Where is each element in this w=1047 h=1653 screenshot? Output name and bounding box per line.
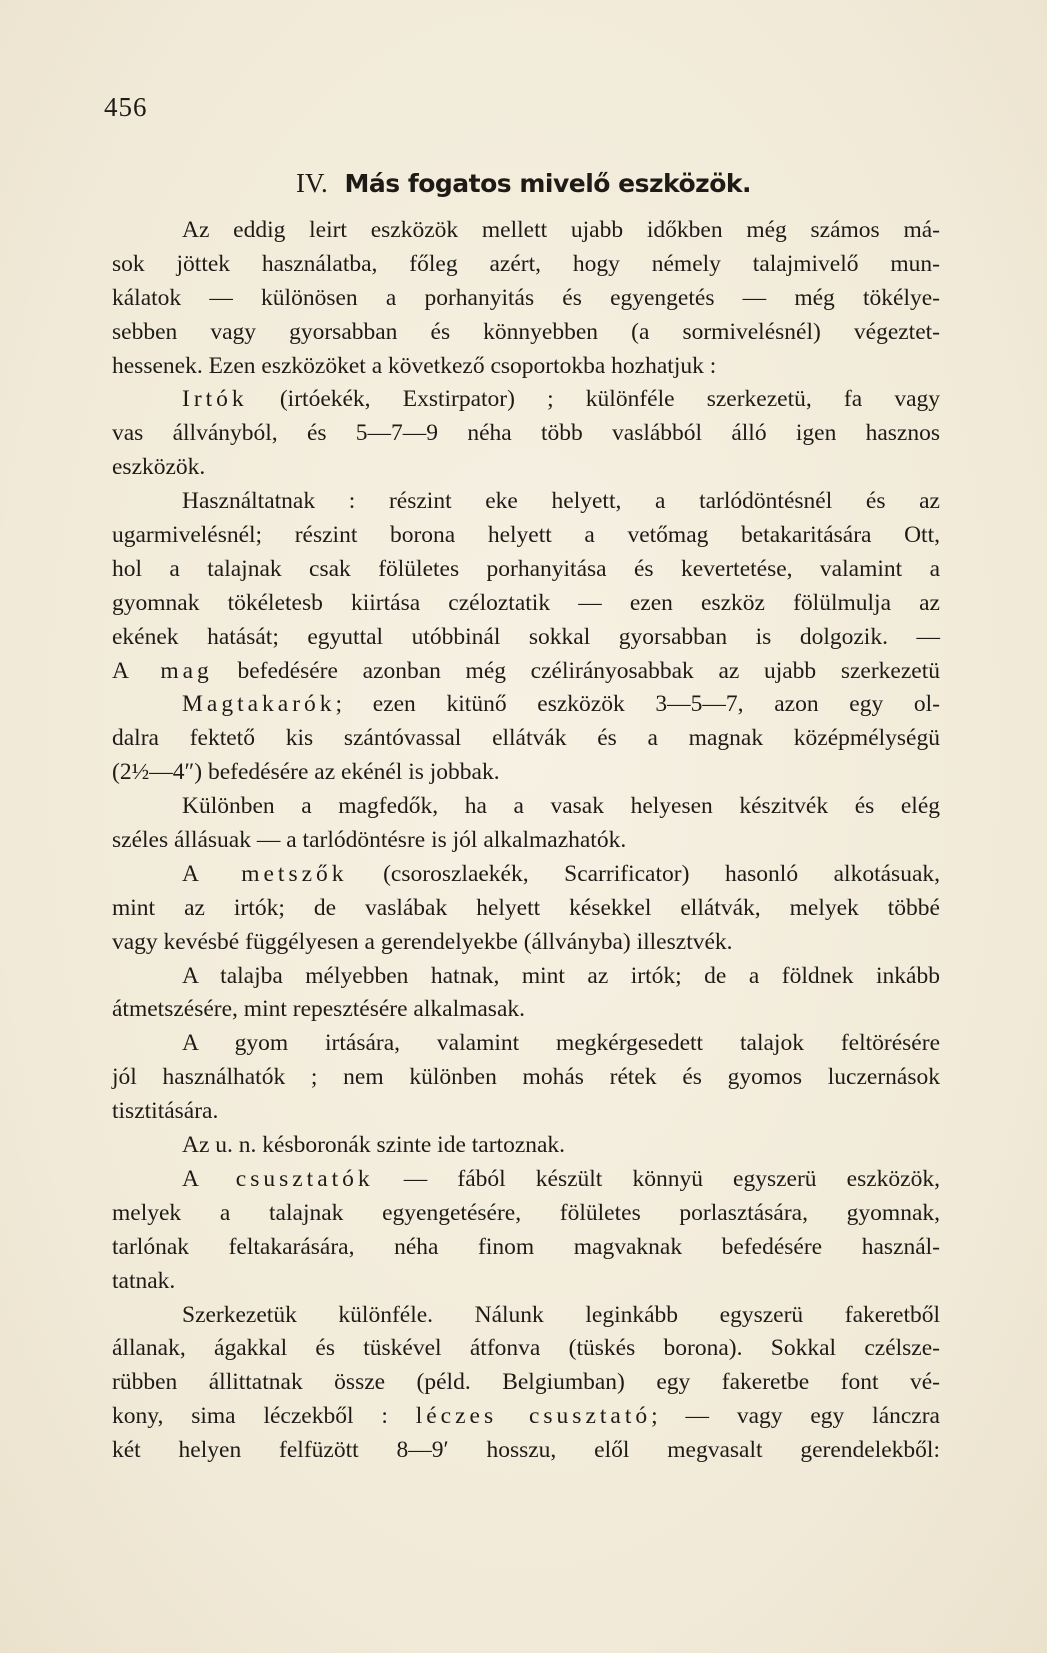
text-line: széles állásuak — a tarlódöntésre is jól alkalmazhatók. <box>112 827 627 854</box>
text-line: Különben a magfedők, ha a vasak helyesen készitvék és elég <box>182 793 940 820</box>
text-line <box>112 1400 940 1434</box>
body-text <box>112 214 940 1468</box>
text-span: ; — vagy egy lánczra <box>651 1403 940 1430</box>
fraction-span: (2½—4″) <box>112 759 203 786</box>
text-line <box>112 1163 940 1197</box>
text-span: ; ezen kitünő eszközök 3—5—7, azon egy ol- <box>335 691 940 718</box>
text-span: (csoroszlaekék, Scarrificator) hasonló alkotásuak, <box>383 860 940 887</box>
term-mag: A mag <box>112 657 213 684</box>
text-line: rübben állittatnak össze (péld. Belgiumban) egy fakeretbe font vé- <box>112 1369 940 1396</box>
text-line: két helyen felfüzött 8—9′ hosszu, elől megvasalt gerendelekből: <box>112 1437 940 1464</box>
text-span: (irtóekék, Exstirpator) ; különféle szerkezetü, fa vagy <box>279 386 941 413</box>
text-line: tarlónak feltakarására, néha finom magvaknak befedésére használ- <box>112 1233 940 1260</box>
text-line: melyek a talajnak egyengetésére, fölületes porlasztására, gyomnak, <box>112 1199 940 1226</box>
text-line: A talajba mélyebben hatnak, mint az irtók; de a földnek inkább <box>182 962 940 989</box>
text-line: mint az irtók; de vaslábak helyett késekkel ellátvák, melyek többé <box>112 894 940 921</box>
text-span: befedésére az ekénél is jobbak. <box>207 759 500 786</box>
chapter-title: Más fogatos mivelő eszközök. <box>344 169 752 198</box>
text-line: sebben vagy gyorsabban és könnyebben (a sormivelésnél) végeztet- <box>112 318 940 345</box>
text-line: gyomnak tökéletesb kiirtása czéloztatik — ezen eszköz fölülmulja az <box>112 589 940 616</box>
text-line: eszközök. <box>112 454 206 481</box>
text-line <box>112 858 940 892</box>
text-line <box>112 688 940 722</box>
text-line: Szerkezetük különféle. Nálunk leginkább egyszerü fakeretből <box>182 1301 940 1328</box>
chapter-number: IV. <box>295 168 328 198</box>
text-line: ugarmivelésnél; részint borona helyett a vetőmag betakaritására Ott, <box>112 522 940 549</box>
text-line: jól használhatók ; nem különben mohás rétek és gyomos luczernások <box>112 1064 940 1091</box>
text-line: ekének hatását; egyuttal utóbbinál sokkal gyorsabban is dolgozik. — <box>112 623 940 650</box>
text-line: vas állványból, és 5—7—9 néha több vaslábból álló igen hasznos <box>112 420 940 447</box>
text-line <box>112 655 940 689</box>
text-line: vagy kevésbé függélyesen a gerendelyekbe (állványba) illesztvék. <box>112 928 733 955</box>
text-span: kony, sima léczekből : <box>112 1403 388 1430</box>
text-line: hessenek. Ezen eszközöket a következő csoportokba hozhatjuk : <box>112 352 717 379</box>
text-line: A gyom irtására, valamint megkérgesedett talajok feltörésére <box>182 1030 940 1057</box>
text-line: Használtatnak : részint eke helyett, a tarlódöntésnél és az <box>182 488 940 515</box>
text-line: dalra fektető kis szántóvassal ellátvák és a magnak középmélységü <box>112 725 940 752</box>
term-metszok: A metszők <box>182 860 348 887</box>
text-line: kálatok — különösen a porhanyitás és egyengetés — még tökélye- <box>112 284 940 311</box>
term-irtok: Irtók <box>182 386 248 413</box>
text-line: Az u. n. késboronák szinte ide tartoznak. <box>182 1132 566 1159</box>
text-line <box>112 383 940 417</box>
text-line: Az eddig leirt eszközök mellett ujabb időkben még számos má- <box>182 217 940 243</box>
text-line: állanak, ágakkal és tüskével átfonva (tüskés borona). Sokkal czélsze- <box>112 1335 940 1362</box>
text-line <box>112 756 940 790</box>
term-csusztatok: A csusztatók <box>182 1165 374 1192</box>
text-span: — fából készült könnyü egyszerü eszközök, <box>403 1165 940 1192</box>
term-leczes: léczes csusztató <box>415 1403 652 1430</box>
term-magtakarok: Magtakarók <box>182 691 336 718</box>
text-line: átmetszésére, mint repesztésére alkalmasak. <box>112 996 526 1023</box>
text-line: hol a talajnak csak fölületes porhanyitása és kevertetése, valamint a <box>112 555 940 582</box>
text-span: befedésére azonban még czélirányosabbak az ujabb szerkezetü <box>237 657 941 684</box>
text-line: sok jöttek használatba, főleg azért, hogy némely talajmivelő mun- <box>112 250 940 277</box>
text-line: tisztitására. <box>112 1098 219 1125</box>
text-line: tatnak. <box>112 1267 176 1294</box>
chapter-heading <box>0 168 1047 199</box>
page-number: 456 <box>104 92 148 122</box>
